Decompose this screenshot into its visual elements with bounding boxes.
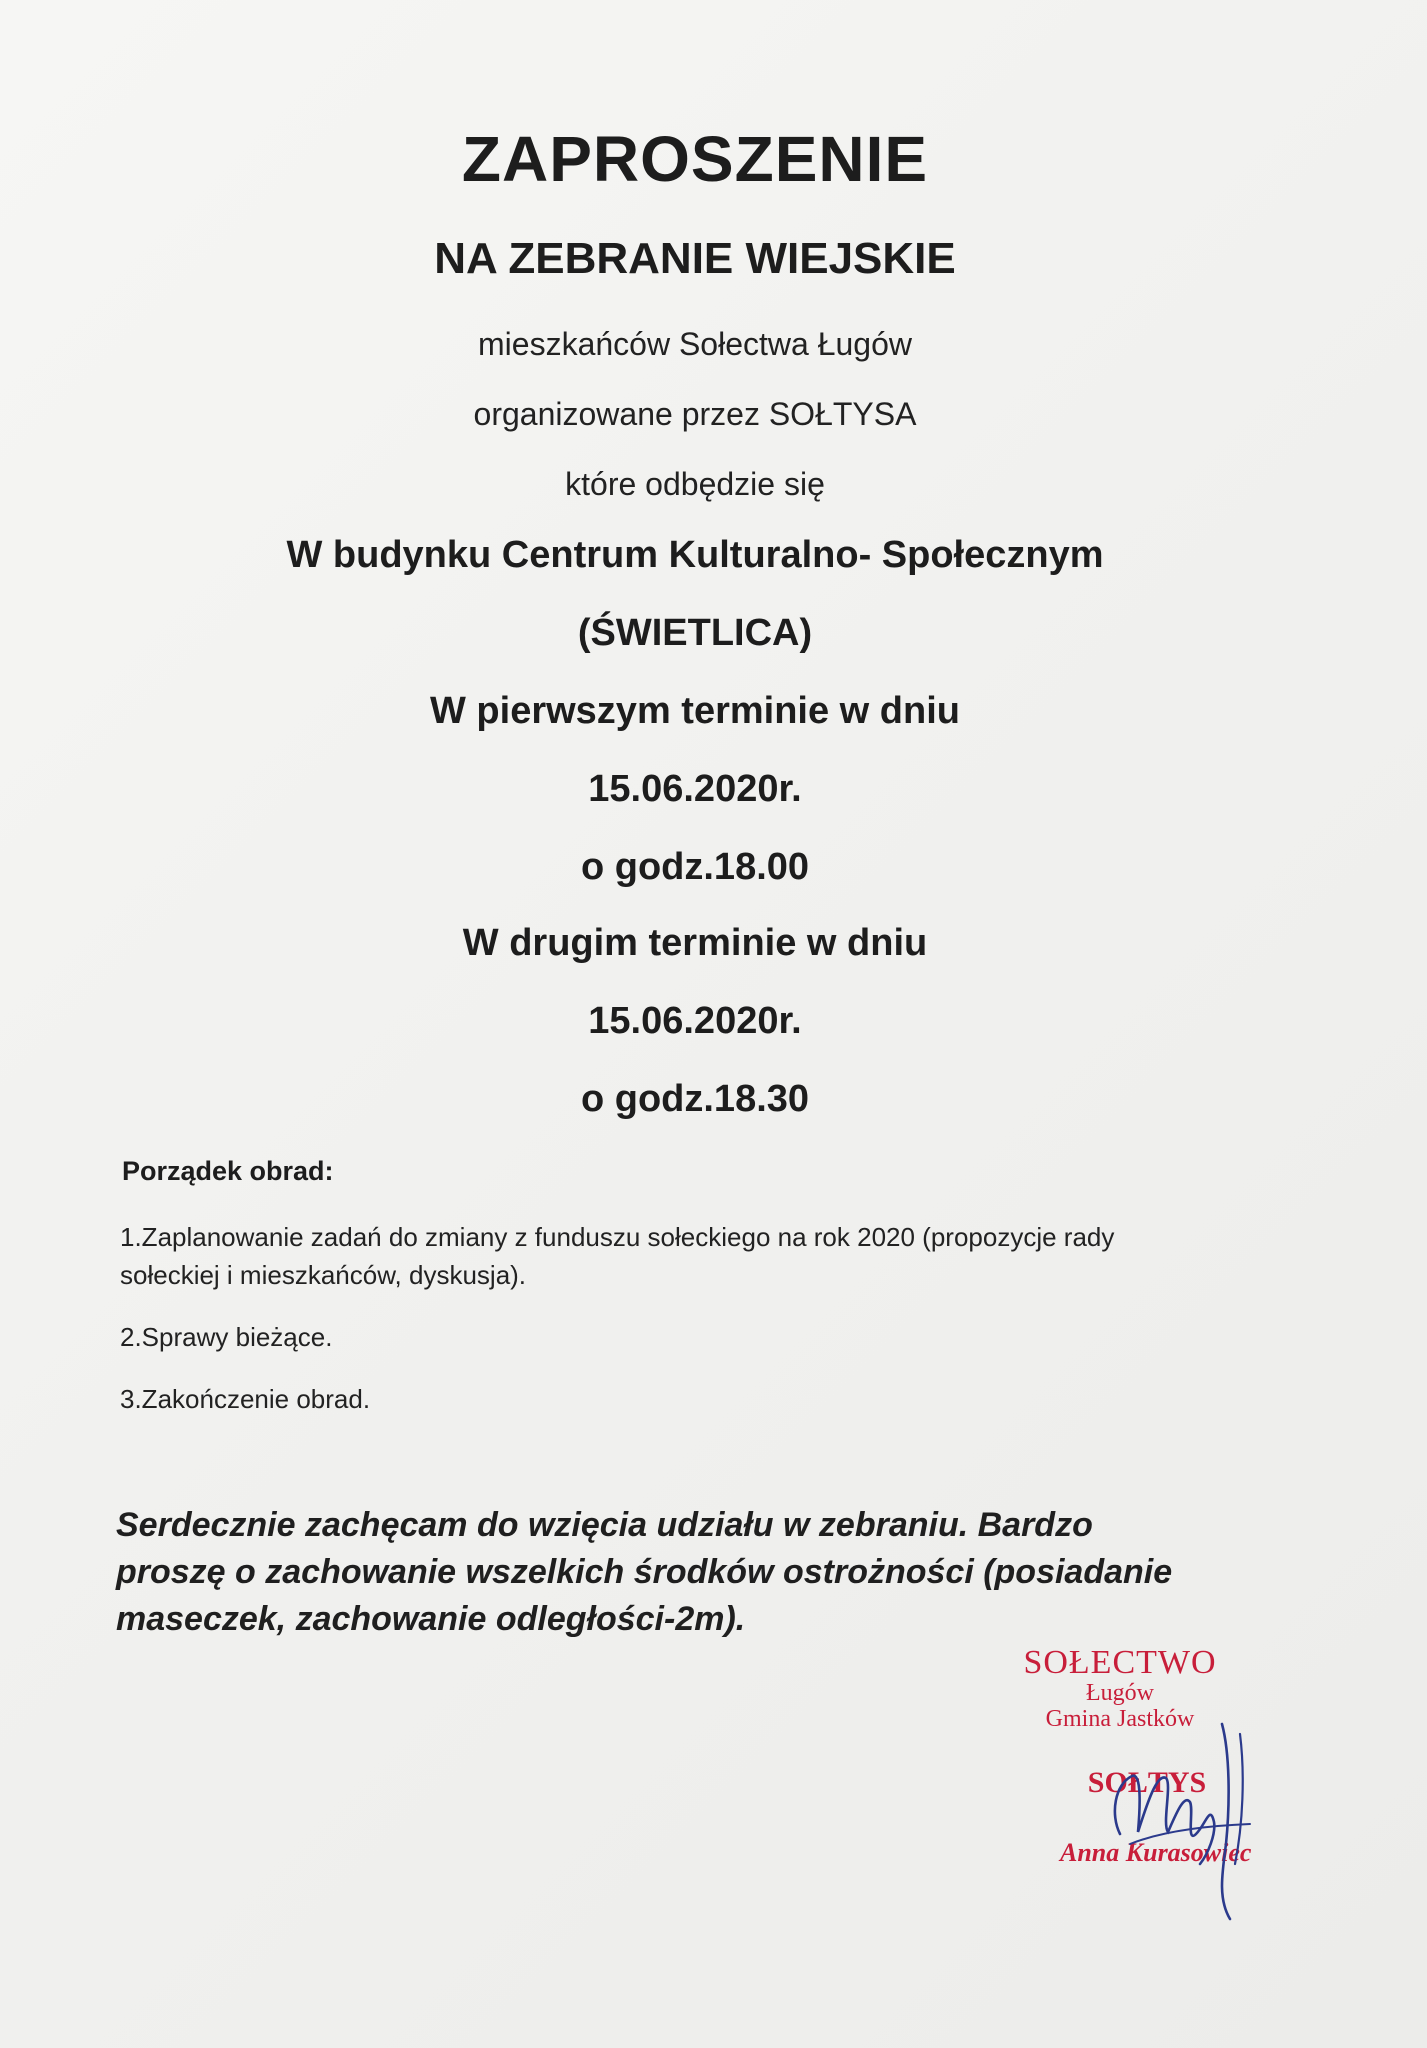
agenda-item-1-continued: sołeckiej i mieszkańców, dyskusja).: [120, 1260, 527, 1290]
document-subtitle: NA ZEBRANIE WIEJSKIE: [434, 234, 956, 283]
event-intro-line: które odbędzie się: [565, 466, 825, 502]
stamp-line-2: Ługów: [1086, 1680, 1154, 1706]
residents-line: mieszkańców Sołectwa Ługów: [478, 326, 912, 362]
agenda-heading: Porządek obrad:: [122, 1156, 334, 1186]
first-term-time: o godz.18.00: [580, 846, 810, 888]
agenda-item-2: 2.Sprawy bieżące.: [120, 1322, 333, 1352]
handwritten-signature: [1080, 1714, 1280, 1924]
organizer-line: organizowane przez SOŁTYSA: [473, 396, 917, 432]
second-term-label: W drugim terminie w dniu: [462, 922, 928, 964]
stamp-line-1: SOŁECTWO: [1023, 1644, 1217, 1681]
venue-line: W budynku Centrum Kulturalno- Społecznym: [286, 534, 1104, 576]
agenda-item-3: 3.Zakończenie obrad.: [120, 1384, 371, 1414]
closing-paragraph: [116, 1502, 1256, 1643]
agenda-item-1: 1.Zaplanowanie zadań do zmiany z funduszu sołeckiego na rok 2020 (propozycje rady: [120, 1222, 1115, 1252]
closing-line-1: Serdecznie zachęcam do wzięcia udziału w zebraniu. Bardzo: [116, 1506, 1093, 1544]
document-title: ZAPROSZENIE: [461, 123, 929, 195]
second-term-time: o godz.18.30: [580, 1078, 810, 1120]
stamp-line-5: Anna Kurasowiec: [1060, 1838, 1252, 1867]
stamp-line-3: Gmina Jastków: [1045, 1706, 1195, 1732]
closing-line-2: proszę o zachowanie wszelkich środków ostrożności (posiadanie: [116, 1553, 1173, 1591]
venue-alias-line: (ŚWIETLICA): [577, 612, 813, 654]
first-term-date: 15.06.2020r.: [588, 768, 802, 810]
closing-line-3: maseczek, zachowanie odległości-2m).: [116, 1600, 746, 1638]
first-term-label: W pierwszym terminie w dniu: [430, 690, 960, 732]
second-term-date: 15.06.2020r.: [588, 1000, 802, 1042]
stamp-line-4: SOŁTYS: [1087, 1766, 1207, 1799]
